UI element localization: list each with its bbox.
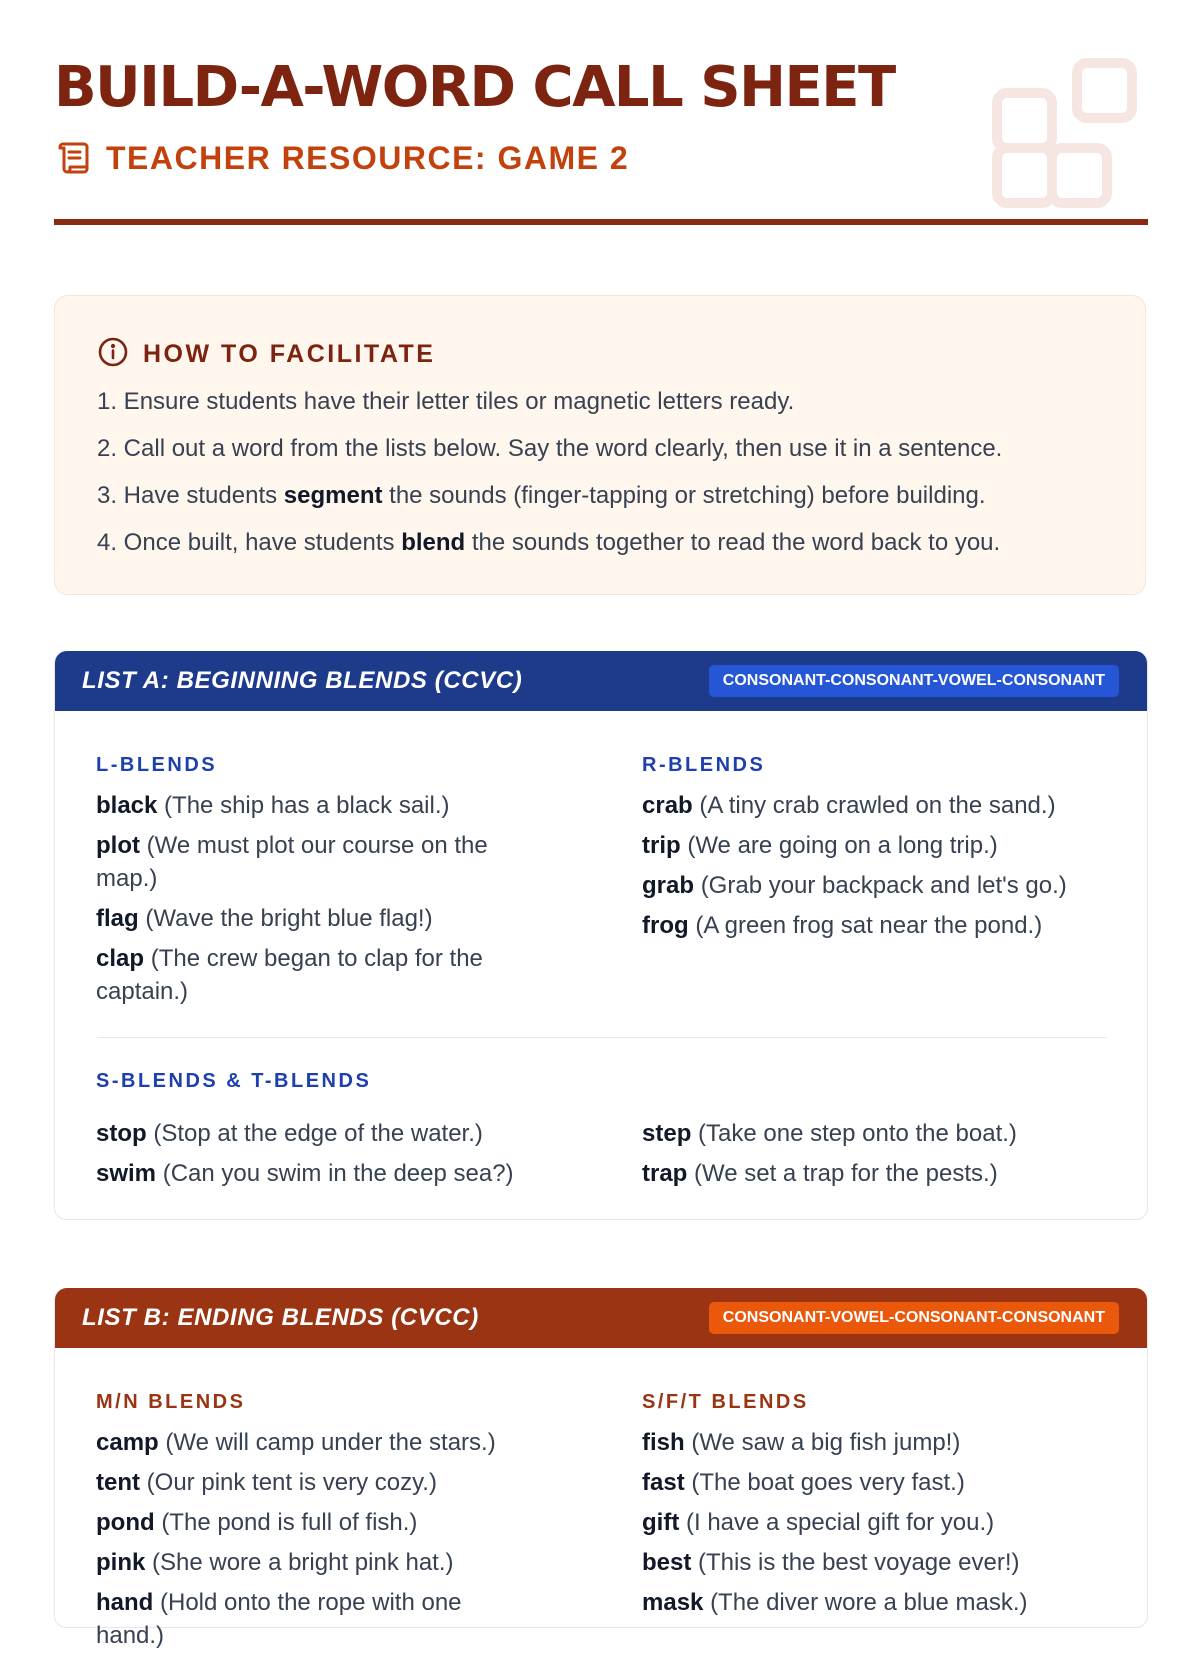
header-divider [54, 219, 1148, 225]
list-a-badge: CONSONANT-CONSONANT-VOWEL-CONSONANT [709, 665, 1119, 697]
list-b-card [54, 1288, 1148, 1649]
list-item: grab (Grab your backpack and let's go.) [642, 872, 1067, 899]
list-item: swim (Can you swim in the deep sea?) [96, 1160, 514, 1187]
list-b-header [55, 1288, 1147, 1348]
list-item: trip (We are going on a long trip.) [642, 832, 998, 859]
scroll-icon [54, 140, 90, 176]
list-b-badge: CONSONANT-VOWEL-CONSONANT-CONSONANT [709, 1302, 1119, 1334]
info-icon [97, 336, 129, 373]
subtitle-text: TEACHER RESOURCE: GAME 2 [106, 139, 630, 176]
mn-blends-column [96, 1390, 536, 1659]
list-item: black (The ship has a black sail.) [96, 792, 450, 819]
s-t-blends-right-column [642, 1105, 1112, 1197]
list-item: trap (We set a trap for the pests.) [642, 1160, 998, 1187]
s-t-blends-heading: S-BLENDS & T-BLENDS [96, 1070, 372, 1092]
r-blends-column [642, 753, 1112, 949]
list-item: fast (The boat goes very fast.) [642, 1469, 965, 1496]
list-item: flag (Wave the bright blue flag!) [96, 905, 433, 932]
list-item: hand (Hold onto the rope with one hand.) [96, 1589, 462, 1649]
list-item: fish (We saw a big fish jump!) [642, 1429, 961, 1456]
list-b-title: LIST B: ENDING BLENDS (CVCC) [82, 1304, 479, 1331]
sft-blends-heading: S/F/T BLENDS [642, 1391, 809, 1413]
section-divider [97, 1037, 1107, 1038]
r-blends-heading: R-BLENDS [642, 754, 766, 776]
list-a-header [55, 651, 1147, 711]
mn-blends-list [96, 1426, 536, 1652]
list-item: camp (We will camp under the stars.) [96, 1429, 496, 1456]
facilitate-step: 3. Have students segment the sounds (finger-tapping or stretching) before building. [97, 482, 986, 509]
list-item: step (Take one step onto the boat.) [642, 1120, 1017, 1147]
list-item: pond (The pond is full of fish.) [96, 1509, 418, 1536]
l-blends-heading: L-BLENDS [96, 754, 218, 776]
facilitate-step: 1. Ensure students have their letter tiles or magnetic letters ready. [97, 388, 795, 415]
list-a-card [54, 651, 1148, 1220]
l-blends-list [96, 789, 536, 1008]
r-blends-list [642, 789, 1112, 942]
s-t-blends-left-list [96, 1117, 536, 1190]
page-title: BUILD-A-WORD CALL SHEET [54, 55, 895, 120]
facilitate-step: 2. Call out a word from the lists below. Say the word clearly, then use it in a sentence. [97, 435, 1003, 462]
blocks-logo-icon [992, 58, 1142, 213]
list-item: tent (Our pink tent is very cozy.) [96, 1469, 437, 1496]
facilitate-box [54, 295, 1146, 595]
mn-blends-heading: M/N BLENDS [96, 1391, 246, 1413]
list-item: clap (The crew began to clap for the captain.) [96, 945, 483, 1005]
l-blends-column [96, 753, 536, 1015]
list-item: pink (She wore a bright pink hat.) [96, 1549, 454, 1576]
list-a-title: LIST A: BEGINNING BLENDS (CCVC) [82, 667, 523, 694]
list-item: plot (We must plot our course on the map.) [96, 832, 488, 892]
facilitate-step: 4. Once built, have students blend the sounds together to read the word back to you. [97, 529, 1001, 556]
list-item: best (This is the best voyage ever!) [642, 1549, 1020, 1576]
s-t-blends-left-column [96, 1105, 536, 1197]
list-item: stop (Stop at the edge of the water.) [96, 1120, 483, 1147]
list-item: crab (A tiny crab crawled on the sand.) [642, 792, 1056, 819]
page-subtitle [54, 138, 629, 178]
list-item: gift (I have a special gift for you.) [642, 1509, 995, 1536]
facilitate-header [97, 336, 435, 372]
list-item: frog (A green frog sat near the pond.) [642, 912, 1043, 939]
sft-blends-list [642, 1426, 1112, 1619]
facilitate-steps [97, 378, 1002, 566]
list-item: mask (The diver wore a blue mask.) [642, 1589, 1028, 1616]
s-t-blends-right-list [642, 1117, 1112, 1190]
facilitate-title: HOW TO FACILITATE [143, 339, 436, 368]
sft-blends-column [642, 1390, 1112, 1626]
s-t-blends-heading-row [96, 1069, 1106, 1093]
